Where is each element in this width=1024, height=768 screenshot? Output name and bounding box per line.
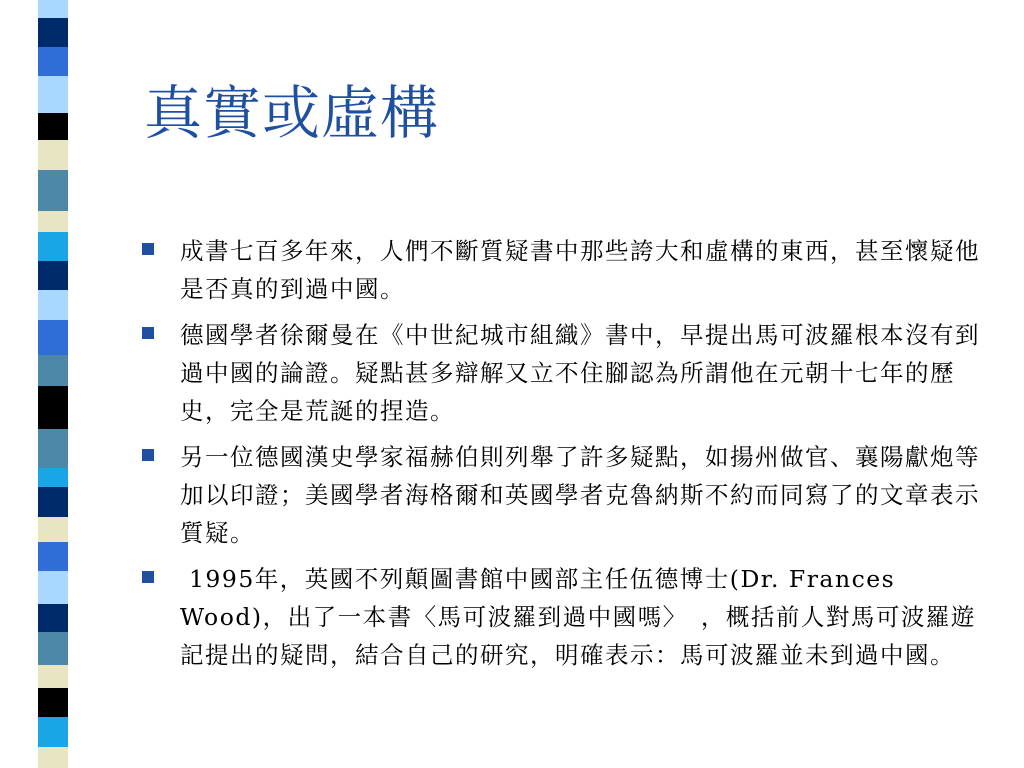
stripe [38, 211, 68, 232]
bullet-text: 成書七百多年來，人們不斷質疑書中那些誇大和虛構的東西，甚至懷疑他是否真的到過中國。 [180, 237, 980, 303]
bullet-text: 德國學者徐爾曼在《中世紀城市組織》書中，早提出馬可波羅根本沒有到過中國的論證。疑點甚多辯解又立不住腳認為所謂他在元朝十七年的歷史，完全是荒誕的捏造。 [180, 321, 980, 425]
square-bullet-icon [142, 449, 154, 461]
stripe [38, 113, 68, 140]
bullet-text: 1995年，英國不列顛圖書館中國部主任伍德博士(Dr. Frances Wood)，出了一本書〈馬可波羅到過中國嗎〉 ，概括前人對馬可波羅遊記提出的疑問，結合自己的研究，明確表示：馬可波羅並未到過中國。 [180, 565, 976, 669]
stripe [38, 468, 68, 488]
bullet-item [142, 560, 988, 674]
bullet-item [142, 438, 988, 552]
stripe [38, 747, 68, 768]
stripe [38, 355, 68, 386]
bullet-item [142, 316, 988, 430]
slide-title: 真實或虛構 [144, 79, 440, 147]
square-bullet-icon [142, 243, 154, 255]
stripe [38, 170, 68, 211]
stripe [38, 542, 68, 571]
stripe [38, 604, 68, 631]
square-bullet-icon [142, 327, 154, 339]
stripe [38, 261, 68, 290]
stripe [38, 386, 68, 429]
stripe [38, 429, 68, 468]
stripe [38, 632, 68, 665]
stripe [38, 517, 68, 542]
stripe [38, 76, 68, 113]
stripe [38, 717, 68, 746]
stripe [38, 665, 68, 688]
stripe [38, 0, 68, 18]
stripe [38, 18, 68, 47]
stripe [38, 571, 68, 604]
stripe [38, 290, 68, 319]
bullet-item [142, 232, 988, 308]
stripe [38, 232, 68, 261]
stripe [38, 688, 68, 717]
stripe [38, 487, 68, 516]
stripe [38, 47, 68, 76]
bullet-text: 另一位德國漢史學家福赫伯則列舉了許多疑點，如揚州做官、襄陽獻炮等加以印證；美國學者海格爾和英國學者克魯納斯不約而同寫了的文章表示質疑。 [180, 443, 980, 547]
stripe [38, 320, 68, 355]
bullet-list [142, 232, 988, 682]
stripe [38, 140, 68, 169]
decorative-stripe-bar [38, 0, 68, 768]
square-bullet-icon [142, 571, 154, 583]
